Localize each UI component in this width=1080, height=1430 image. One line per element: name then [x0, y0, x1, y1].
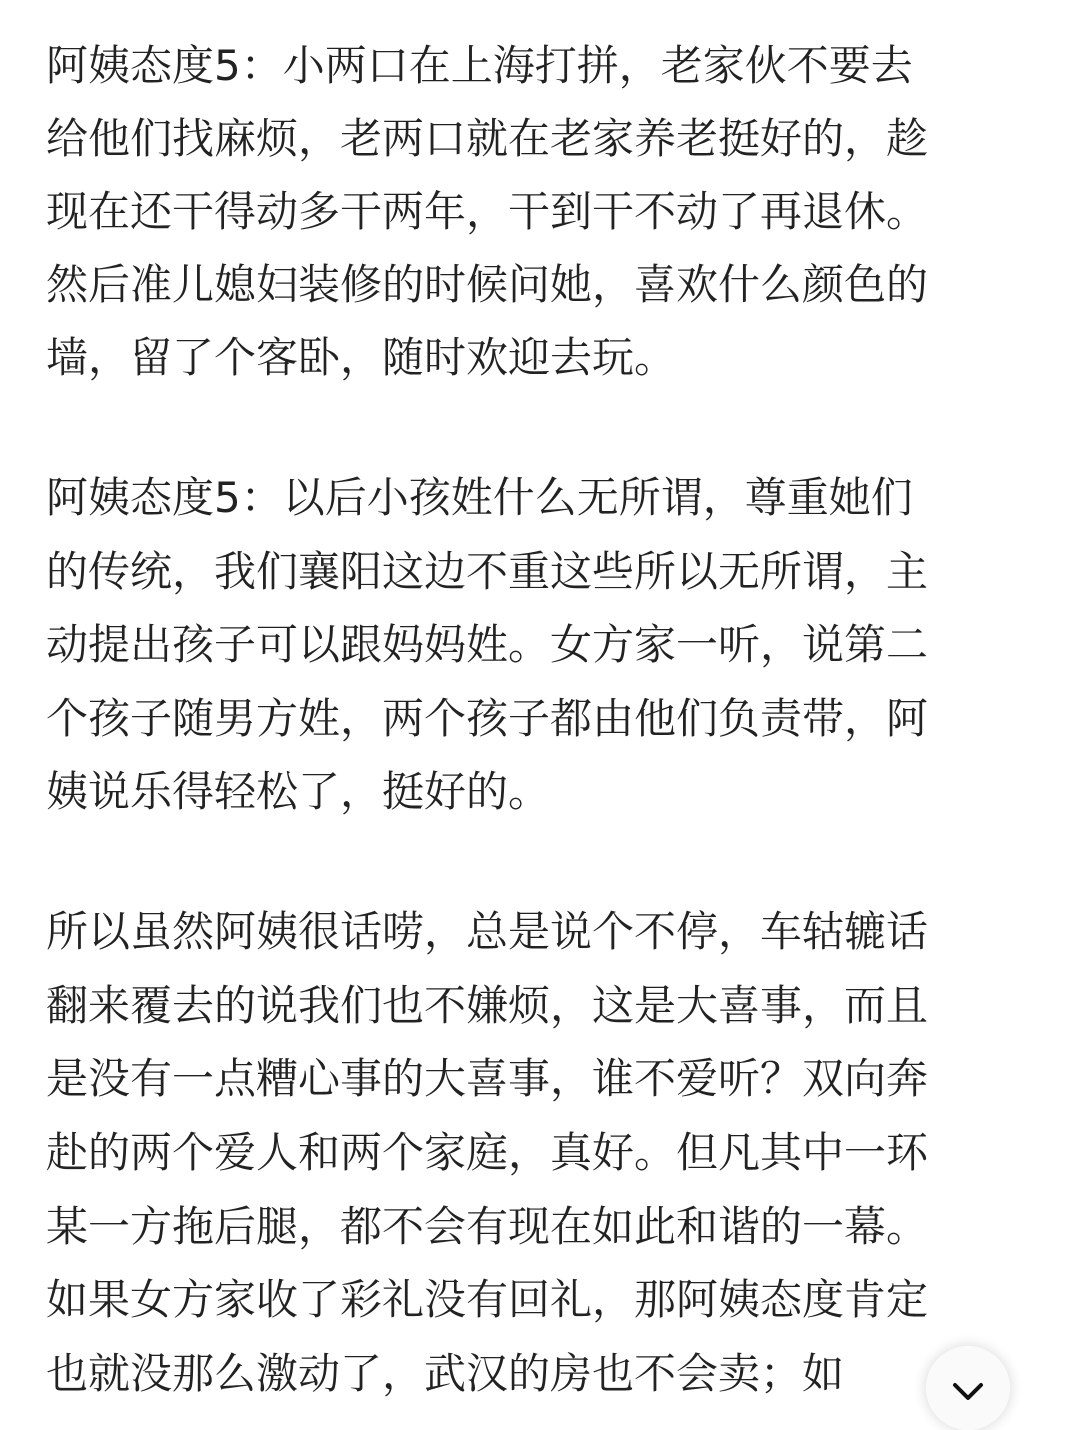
paragraph-line: 翻来覆去的说我们也不嫌烦，这是大喜事，而且	[46, 981, 929, 1030]
paragraph-line: 某一方拖后腿，都不会有现在如此和谐的一幕。	[46, 1202, 929, 1251]
paragraph-line: 姨说乐得轻松了，挺好的。	[46, 767, 551, 816]
paragraph-line: 给他们找麻烦，老两口就在老家养老挺好的，趁	[46, 114, 929, 163]
paragraph-line: 现在还干得动多干两年，干到干不动了再退休。	[46, 187, 929, 236]
paragraph-line: 也就没那么激动了，武汉的房也不会卖；如	[46, 1349, 845, 1398]
paragraph-line: 的传统，我们襄阳这边不重这些所以无所谓，主	[46, 547, 929, 596]
paragraph-line: 如果女方家收了彩礼没有回礼，那阿姨态度肯定	[46, 1275, 929, 1324]
paragraph-line: 所以虽然阿姨很话唠，总是说个不停，车轱辘话	[46, 907, 929, 956]
paragraph-line: 个孩子随男方姓，两个孩子都由他们负责带，阿	[46, 694, 929, 743]
paragraph-line: 阿姨态度5：以后小孩姓什么无所谓，尊重她们	[46, 473, 913, 522]
paragraph-line: 赴的两个爱人和两个家庭，真好。但凡其中一环	[46, 1128, 929, 1177]
chevron-down-icon	[951, 1369, 985, 1408]
paragraph-line: 墙，留了个客卧，随时欢迎去玩。	[46, 333, 677, 382]
paragraph-line: 是没有一点糟心事的大喜事，谁不爱听？双向奔	[46, 1054, 929, 1103]
collapse-button[interactable]	[926, 1346, 1010, 1430]
paragraph-line: 阿姨态度5：小两口在上海打拼，老家伙不要去	[46, 41, 913, 90]
paragraph-line: 然后准儿媳妇装修的时候问她，喜欢什么颜色的	[46, 260, 929, 309]
paragraph-line: 动提出孩子可以跟妈妈姓。女方家一听，说第二	[46, 620, 929, 669]
